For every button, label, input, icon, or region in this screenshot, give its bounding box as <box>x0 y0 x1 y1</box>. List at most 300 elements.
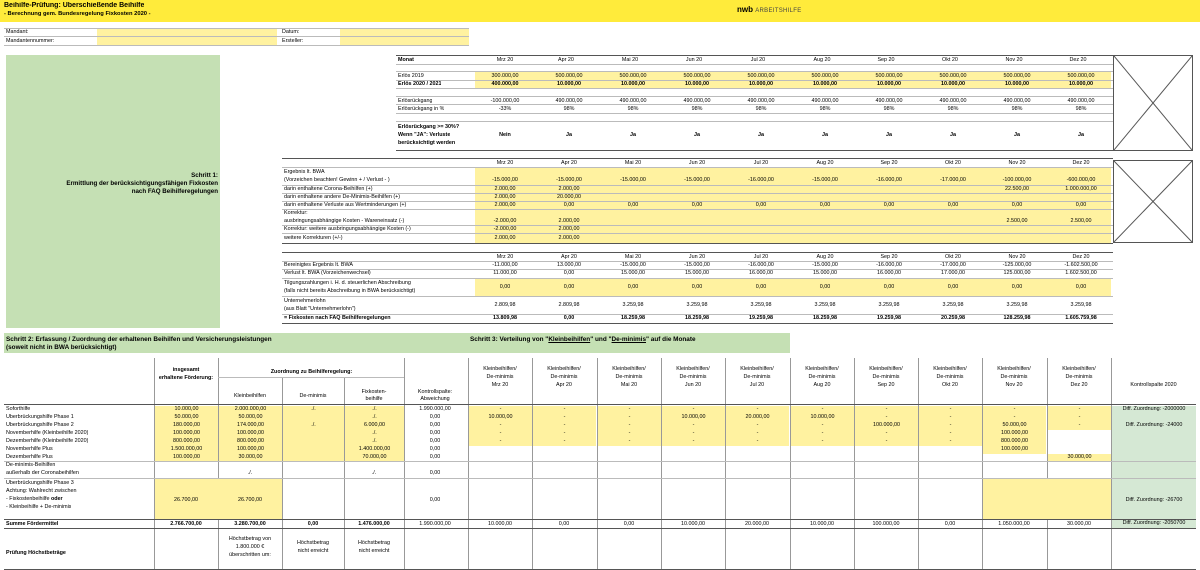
row-value: 0,00 <box>691 202 703 208</box>
col-head-b: De-minimis <box>1000 374 1028 380</box>
col-head-a: Kleinbeihilfen/ <box>997 366 1031 372</box>
row-value: 490.000,00 <box>619 98 647 104</box>
row-value: 490.000,00 <box>939 98 967 104</box>
dist-value: - <box>598 414 661 422</box>
month-header: Jun 20 <box>685 57 703 63</box>
kontroll-diff: Diff. Zuordnung: -24000 <box>1112 422 1196 430</box>
mandantennummer-label: Mandantennummer: <box>6 38 55 44</box>
dm-row-kontroll: 0,00 <box>429 470 441 476</box>
pruef-fix-1: Höchstbetrag <box>357 540 391 546</box>
dist-value: - <box>919 414 982 422</box>
month-header: Okt 20 <box>945 160 961 166</box>
row-value: 490.000,00 <box>683 98 711 104</box>
dist-value: - <box>726 422 789 430</box>
fixkosten-value: 18.259,98 <box>813 315 837 321</box>
col-zuordnung: Zuordnung zu Beihilferegelung: <box>270 369 353 375</box>
row-kontroll: 0,00 <box>429 414 441 420</box>
row-value: -17.000,00 <box>940 262 966 268</box>
bwa-value: -16.000,00 <box>748 177 774 183</box>
kontroll-diff <box>1112 414 1196 422</box>
row-value: 0,00 <box>819 202 831 208</box>
check-value: Ja <box>886 132 892 138</box>
month-header: Jun 20 <box>688 254 706 260</box>
col-klein: Kleinbeihilfen <box>233 393 267 399</box>
row-value: 98% <box>819 106 831 112</box>
step3-title-a: Schritt 3: Verteilung von " <box>470 336 549 343</box>
bwa-value: -15.000,00 <box>556 177 582 183</box>
row-deminimis <box>283 430 344 438</box>
kontroll-diff <box>1112 446 1196 454</box>
month-header: Aug 20 <box>813 57 831 63</box>
dist-value: 20.000,00 <box>726 414 789 422</box>
dist-value <box>1048 438 1111 446</box>
row-value: 98% <box>883 106 895 112</box>
row-klein: 50.000,00 <box>219 414 282 422</box>
row-value: -16.000,00 <box>876 262 902 268</box>
month-header: Okt 20 <box>945 254 961 260</box>
tilgung-value: 0,00 <box>691 284 703 290</box>
row-value: 0,00 <box>1011 202 1023 208</box>
row-fix: 6.000,00 <box>345 422 404 430</box>
dist-value: 10.000,00 <box>791 414 854 422</box>
sum-value: 20.000,00 <box>745 521 769 527</box>
row-value: 0,00 <box>1075 202 1087 208</box>
bwa-label-2: (Vorzeichen beachten! Gewinn + / Verlust - ) <box>284 177 390 183</box>
row-value: 98% <box>563 106 575 112</box>
row-kontroll: 0,00 <box>429 422 441 428</box>
row-total: 180.000,00 <box>155 422 218 430</box>
row-fix: ./. <box>345 414 404 422</box>
step3-title-deminimis: De-minimis <box>611 336 646 343</box>
month-header: Jun 20 <box>688 160 706 166</box>
row-deminimis <box>283 414 344 422</box>
dist-value <box>919 446 982 454</box>
row-klein: 2.000.000,00 <box>219 406 282 414</box>
dist-value <box>598 446 661 454</box>
dist-value: - <box>469 422 532 430</box>
row-value: 500.000,00 <box>875 73 903 79</box>
dist-value: 50.000,00 <box>983 422 1046 430</box>
step3-title-c: " und " <box>590 336 612 343</box>
row-value: 10.000,00 <box>941 81 965 87</box>
month-header: Sep 20 <box>880 160 898 166</box>
dm-row-fix: ./. <box>371 470 377 476</box>
col-head-a: Kleinbeihilfen/ <box>483 366 517 372</box>
row-kontroll: 1.990.000,00 <box>419 406 451 412</box>
row-label: Überbrückungshilfe Phase 2 <box>6 422 74 428</box>
row-value: -125.000,00 <box>1002 262 1032 268</box>
step1-line3: nach FAQ Beihilferegelungen <box>131 188 218 195</box>
sum-klein: 3.280.700,00 <box>234 521 266 527</box>
row-value: 0,00 <box>563 202 575 208</box>
month-header: Mrz 20 <box>496 160 514 166</box>
col-head-month: Sep 20 <box>877 382 895 388</box>
row-label: darin enthaltene Verluste aus Wertminderungen (+) <box>284 202 407 208</box>
col-total-1: insgesamt <box>172 367 200 373</box>
month-header: Jul 20 <box>750 57 766 63</box>
dist-value: - <box>533 430 596 438</box>
row-value: -15.000,00 <box>620 262 646 268</box>
col-head-month: Mrz 20 <box>491 382 509 388</box>
row-label: Erlös 2019 <box>398 73 424 79</box>
dist-value: - <box>469 438 532 446</box>
bwa-value: -100.000,00 <box>1002 177 1032 183</box>
col-kontroll-1: Kontrollspalte: <box>417 389 453 395</box>
col-head-month: Jun 20 <box>684 382 702 388</box>
row-value: 0,00 <box>563 270 575 276</box>
row-value: 500.000,00 <box>1067 73 1095 79</box>
korrektur-label-2: ausbringungsabhängige Kosten - Wareneinsatz (-) <box>284 218 405 224</box>
dist-value: - <box>726 438 789 446</box>
datum-label: Datum: <box>282 29 300 35</box>
dm-row-klein: ./. <box>247 470 253 476</box>
col-head-a: Kleinbeihilfen/ <box>547 366 581 372</box>
row-deminimis <box>283 438 344 446</box>
datum-input[interactable] <box>340 29 469 36</box>
month-header: Apr 20 <box>561 254 577 260</box>
row-value: 11.000,00 <box>493 270 517 276</box>
unternehmerlohn-label-1: Unternehmerlohn <box>284 298 326 304</box>
kontroll-head: Kontrollspalte 2020 <box>1130 382 1177 388</box>
unternehmerlohn-value: 2.809,98 <box>558 302 580 308</box>
row-value: 2.000,00 <box>558 186 580 192</box>
step2-table <box>4 358 468 570</box>
unternehmerlohn-value: 3.259,98 <box>942 302 964 308</box>
dist-value <box>791 446 854 454</box>
col-head-a: Kleinbeihilfen/ <box>1062 366 1096 372</box>
row-value: -15.000,00 <box>812 262 838 268</box>
row-value: 2.000,00 <box>494 202 516 208</box>
pruef-klein-3: überschritten um: <box>229 552 271 558</box>
fixkosten-label: = Fixkosten nach FAQ Beihilferegelungen <box>284 315 391 321</box>
check-value: Ja <box>630 132 636 138</box>
bwa-label-1: Ergebnis lt. BWA <box>284 169 325 175</box>
logo-light-text: ARBEITSHILFE <box>755 8 802 14</box>
nwb-logo <box>737 5 802 15</box>
dist-value: - <box>791 438 854 446</box>
sum-deminimis: 0,00 <box>307 521 319 527</box>
row-value: 98% <box>1011 106 1023 112</box>
row-value: -100.000,00 <box>490 98 520 104</box>
month-header: Mrz 20 <box>496 57 514 63</box>
meta-block <box>4 28 469 46</box>
row-value: 98% <box>755 106 767 112</box>
month-header: Aug 20 <box>816 254 834 260</box>
phase3-kontroll: 0,00 <box>429 497 441 503</box>
dm-row-label-2: außerhalb der Coronabeihilfen <box>6 470 79 476</box>
kontroll-diff <box>1112 430 1196 438</box>
dist-value: - <box>919 430 982 438</box>
step1-title: Schritt 1: <box>191 172 218 179</box>
row-label: darin enthaltene andere De-Minimis-Beihilfen (+) <box>284 194 401 200</box>
sum-value: 10.000,00 <box>681 521 705 527</box>
row-fix: 1.400.000,00 <box>345 446 404 454</box>
col-deminimis: De-minimis <box>299 393 327 399</box>
month-header: Mrz 20 <box>496 254 514 260</box>
ersteller-input[interactable] <box>340 37 469 45</box>
dist-value: - <box>598 406 661 414</box>
row-total: 10.000,00 <box>155 406 218 414</box>
row-value: 98% <box>1075 106 1087 112</box>
check-value: Ja <box>566 132 572 138</box>
korrektur-value: -2.000,00 <box>493 218 517 224</box>
dist-value: - <box>791 406 854 414</box>
fixkosten-value: 1.605.759,98 <box>1065 315 1097 321</box>
col-head-b: De-minimis <box>615 374 643 380</box>
month-header: Mai 20 <box>624 160 642 166</box>
sum-total: 2.766.700,00 <box>170 521 202 527</box>
month-header: Dez 20 <box>1072 160 1090 166</box>
bwa-value: -600.000,00 <box>1066 177 1096 183</box>
row-value: 0,00 <box>627 202 639 208</box>
phase3-label-3 <box>6 496 63 502</box>
col-head-month: Aug 20 <box>813 382 831 388</box>
dist-value: - <box>469 430 532 438</box>
sum-value: 0,00 <box>558 521 570 527</box>
step3-title-kleinbeihilfen: Kleinbeihilfen <box>548 336 591 343</box>
bwa-value: -17.000,00 <box>940 177 966 183</box>
month-header: Mai 20 <box>624 254 642 260</box>
pruef-fix-2: nicht erreicht <box>358 548 390 554</box>
row-value: 490.000,00 <box>1067 98 1095 104</box>
col-fix-2: beihilfe <box>365 396 383 402</box>
dist-value: - <box>1048 406 1111 414</box>
row-label: weitere Korrekturen (+/-) <box>284 235 343 241</box>
dist-value <box>855 446 918 454</box>
col-head-a: Kleinbeihilfen/ <box>676 366 710 372</box>
row-value: 0,00 <box>947 202 959 208</box>
row-label: Erlösrückgang in % <box>398 106 445 112</box>
dist-value: - <box>533 406 596 414</box>
sum-value: 30.000,00 <box>1067 521 1091 527</box>
col-head-a: Kleinbeihilfen/ <box>869 366 903 372</box>
fixkosten-value: 0,00 <box>563 315 575 321</box>
dist-value: - <box>662 430 725 438</box>
pruef-dm-2: nicht erreicht <box>297 548 329 554</box>
row-fix: ./. <box>345 430 404 438</box>
row-value: 10.000,00 <box>1069 81 1093 87</box>
unternehmerlohn-label-2: (aus Blatt "Unternehmerlohn") <box>284 306 356 312</box>
row-value: 13.000,00 <box>557 262 581 268</box>
tilgung-value: 0,00 <box>755 284 767 290</box>
section2-bwa <box>282 158 1113 244</box>
row-value: 490.000,00 <box>1003 98 1031 104</box>
row-value: 22.500,00 <box>1005 186 1029 192</box>
row-value: 490.000,00 <box>555 98 583 104</box>
tilgung-label-1: Tilgungszahlungen i. H. d. steuerlichen Abschreibung <box>284 280 411 286</box>
col-head-b: De-minimis <box>679 374 707 380</box>
section1-revenue <box>396 55 1113 151</box>
kontroll-diff-phase3: Diff. Zuordnung: -26700 <box>1125 497 1183 503</box>
row-value: 10.000,00 <box>1005 81 1029 87</box>
korrektur-value: 2.500,00 <box>1070 218 1092 224</box>
col-kontroll-2: Abweichung <box>420 396 450 402</box>
pruef-klein-2: 1.800.000 € <box>235 544 265 550</box>
tilgung-value: 0,00 <box>627 284 639 290</box>
month-header: Sep 20 <box>880 254 898 260</box>
bwa-value: -16.000,00 <box>876 177 902 183</box>
check-value: Nein <box>499 132 511 138</box>
col-head-a: Kleinbeihilfen/ <box>612 366 646 372</box>
row-value: 1.602.500,00 <box>1065 270 1097 276</box>
fixkosten-value: 18.259,98 <box>685 315 709 321</box>
step1-line2: Ermittlung der berücksichtigungsfähigen Fixkosten <box>66 180 218 187</box>
dist-value: 100.000,00 <box>983 430 1046 438</box>
row-label: darin enthaltene Corona-Beihilfen (+) <box>284 186 373 192</box>
bwa-value: -15.000,00 <box>812 177 838 183</box>
row-value: 10.000,00 <box>813 81 837 87</box>
col-head-month: Apr 20 <box>556 382 572 388</box>
tilgung-value: 0,00 <box>499 284 511 290</box>
row-deminimis <box>283 446 344 454</box>
sum-value: 100.000,00 <box>872 521 900 527</box>
row-value: 490.000,00 <box>875 98 903 104</box>
check-label-3: berücksichtigt werden <box>398 140 456 146</box>
row-value: -2.000,00 <box>493 226 517 232</box>
row-value: 15.000,00 <box>813 270 837 276</box>
sum-value: 0,00 <box>623 521 635 527</box>
row-label: Erlös 2020 / 2021 <box>398 81 442 87</box>
fixkosten-value: 20.259,98 <box>941 315 965 321</box>
row-value: 10.000,00 <box>877 81 901 87</box>
row-value: 98% <box>627 106 639 112</box>
month-header: Mai 20 <box>621 57 639 63</box>
col-head-month: Dez 20 <box>1070 382 1088 388</box>
row-label: Verlust lt. BWA (Vorzeichenwechsel) <box>284 270 371 276</box>
check-value: Ja <box>694 132 700 138</box>
dist-value <box>469 446 532 454</box>
pruef-dm-1: Höchstbetrag <box>296 540 330 546</box>
col-head-a: Kleinbeihilfen/ <box>805 366 839 372</box>
row-value: 500.000,00 <box>1003 73 1031 79</box>
row-value: 17.000,00 <box>941 270 965 276</box>
row-total: 100.000,00 <box>155 454 218 462</box>
unternehmerlohn-value: 2.809,98 <box>494 302 516 308</box>
dist-value: - <box>983 406 1046 414</box>
step3-header <box>468 333 790 353</box>
section3-fixkosten <box>282 252 1113 324</box>
row-klein: 800.000,00 <box>219 438 282 446</box>
row-kontroll: 0,00 <box>429 438 441 444</box>
dist-value: - <box>791 422 854 430</box>
row-fix: 70.000,00 <box>345 454 404 462</box>
mandantennummer-input[interactable] <box>97 37 277 45</box>
row-klein: 100.000,00 <box>219 430 282 438</box>
row-deminimis: ./. <box>283 422 344 430</box>
row-value: 500.000,00 <box>683 73 711 79</box>
row-label: Überbrückungshilfe Phase 1 <box>6 414 74 420</box>
month-header: Jul 20 <box>753 254 769 260</box>
sum-value: 10.000,00 <box>810 521 834 527</box>
check-label-1: Erlösrückgang >= 30%? <box>398 124 460 130</box>
unternehmerlohn-value: 3.259,98 <box>750 302 772 308</box>
phase3-klein: 26.700,00 <box>238 497 262 503</box>
row-value: 400.000,00 <box>491 81 519 87</box>
row-value: -1.602.500,00 <box>1064 262 1098 268</box>
row-kontroll: 0,00 <box>429 446 441 452</box>
row-value: 98% <box>947 106 959 112</box>
dist-value: - <box>919 438 982 446</box>
step3-title-e: " auf die Monate <box>646 336 696 343</box>
fixkosten-value: 13.809,98 <box>493 315 517 321</box>
dist-value: - <box>533 414 596 422</box>
phase3-label-2: Achtung: Wahlrecht zwischen <box>6 488 77 494</box>
unternehmerlohn-value: 3.259,98 <box>1006 302 1028 308</box>
dist-value <box>1048 446 1111 454</box>
row-value: 16.000,00 <box>749 270 773 276</box>
dist-value: - <box>598 430 661 438</box>
row-label: Bereinigtes Ergebnis lt. BWA <box>284 262 354 268</box>
bwa-value: -15.000,00 <box>684 177 710 183</box>
logo-bold-text: nwb <box>737 5 753 14</box>
col-fix-1: Fixkosten- <box>361 389 387 395</box>
col-head-a: Kleinbeihilfen/ <box>933 366 967 372</box>
step2-title: Schritt 2: Erfassung / Zuordnung der erhaltenen Beihilfen und Versicherungsleistungen <box>6 336 272 343</box>
step2-subtitle: (soweit nicht in BWA berücksichtigt) <box>6 344 117 351</box>
mandant-input[interactable] <box>97 29 277 36</box>
row-total: 1.500.000,00 <box>155 446 218 454</box>
row-value: 2.000,00 <box>494 194 516 200</box>
tilgung-value: 0,00 <box>563 284 575 290</box>
unternehmerlohn-value: 3.259,98 <box>878 302 900 308</box>
row-value: 15.000,00 <box>685 270 709 276</box>
dist-value: 800.000,00 <box>983 438 1046 446</box>
col-head-b: De-minimis <box>486 374 514 380</box>
row-value: 0,00 <box>755 202 767 208</box>
check-value: Ja <box>1078 132 1084 138</box>
kontroll-diff: Diff. Zuordnung: -2000000 <box>1112 406 1196 414</box>
fixkosten-value: 19.259,98 <box>749 315 773 321</box>
row-label: Novemberhilfe (Kleinbeihilfe 2020) <box>6 430 89 436</box>
row-value: -11.000,00 <box>492 262 518 268</box>
row-value: 500.000,00 <box>555 73 583 79</box>
row-label: Soforthilfe <box>6 406 31 412</box>
fixkosten-value: 19.259,98 <box>877 315 901 321</box>
row-fix: ./. <box>345 406 404 414</box>
monat-label: Monat <box>398 57 414 63</box>
row-value: 20.000,00 <box>557 194 581 200</box>
row-value: -33% <box>498 106 512 112</box>
row-kontroll: 0,00 <box>429 454 441 460</box>
phase3-label-3a: - Fixkostenbeihilfe <box>6 496 51 502</box>
korrektur-value: 2.000,00 <box>558 218 580 224</box>
row-value: 2.000,00 <box>558 226 580 232</box>
col-head-b: De-minimis <box>550 374 578 380</box>
row-value: -16.000,00 <box>748 262 774 268</box>
dist-value: - <box>662 422 725 430</box>
dist-value: - <box>919 422 982 430</box>
row-value: 16.000,00 <box>877 270 901 276</box>
dist-value: 10.000,00 <box>662 414 725 422</box>
row-kontroll: 0,00 <box>429 430 441 436</box>
pruef-label: Prüfung Höchstbeträge <box>6 550 66 556</box>
bwa-value: -15.000,00 <box>492 177 518 183</box>
row-value: 490.000,00 <box>747 98 775 104</box>
col-head-a: Kleinbeihilfen/ <box>740 366 774 372</box>
dist-value: - <box>598 438 661 446</box>
month-header: Okt 20 <box>942 57 958 63</box>
dist-value: - <box>726 430 789 438</box>
row-value: 500.000,00 <box>811 73 839 79</box>
check-label-2: Wenn "JA": Verluste <box>398 132 451 138</box>
row-value: 490.000,00 <box>811 98 839 104</box>
phase3-label-3b: oder <box>50 496 63 502</box>
check-value: Ja <box>758 132 764 138</box>
row-value: 500.000,00 <box>939 73 967 79</box>
tilgung-value: 0,00 <box>819 284 831 290</box>
unternehmerlohn-value: 3.259,98 <box>622 302 644 308</box>
month-header: Apr 20 <box>558 57 574 63</box>
